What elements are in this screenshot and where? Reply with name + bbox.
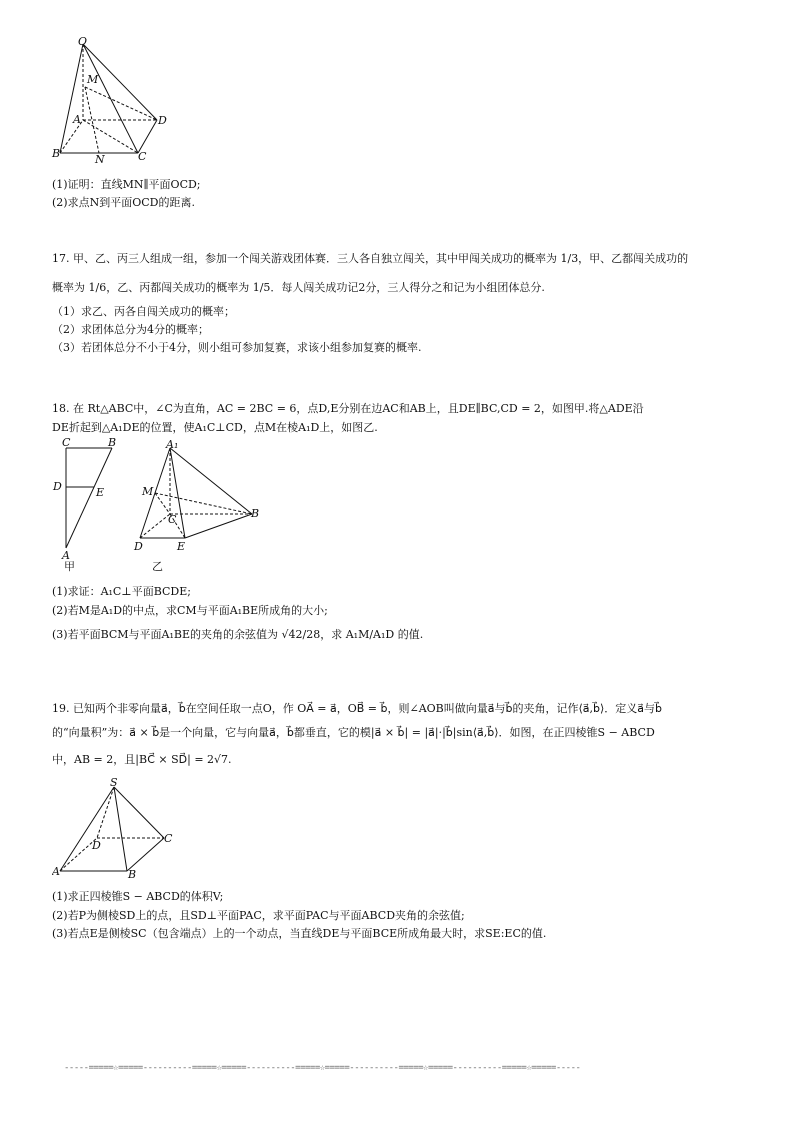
q19-stem-line-2: 的“向量积”为：a⃗ × b⃗是一个向量，它与向量a⃗，b⃗都垂直，它的模|a⃗ × b⃗| = |a⃗|·|b⃗|sin⟨a⃗,b⃗⟩．如图，在正四棱锥S − ABCD	[52, 726, 655, 739]
q17-item-1: （1）求乙、丙各自闯关成功的概率；	[52, 305, 235, 318]
q17-stem-line-1: 17. 甲、乙、丙三人组成一组，参加一个闯关游戏团体赛．三人各自独立闯关，其中甲闯关成功的概率为 1/3，甲、乙都闯关成功的	[52, 252, 689, 265]
label-M: M	[142, 485, 154, 498]
figure-q18-yi	[130, 438, 265, 573]
q19-stem-line-3: 中，AB = 2，且|BC⃗ × SD⃗| = 2√7.	[52, 753, 232, 766]
q16-item-1: (1)证明：直线MN∥平面OCD;	[52, 178, 201, 191]
caption-jia: 甲	[64, 560, 75, 573]
label-D: D	[158, 114, 167, 127]
q18-stem-line-2: DE折起到△A₁DE的位置，使A₁C⊥CD，点M在棱A₁D上，如图乙.	[52, 421, 378, 434]
figure-q19	[52, 775, 182, 880]
label-A1: A₁	[166, 438, 179, 451]
q16-item-2: (2)求点N到平面OCD的距离.	[52, 196, 195, 209]
label-A: A	[62, 549, 70, 562]
q19-item-3: (3)若点E是侧棱SC（包含端点）上的一个动点，当直线DE与平面BCE所成角最大时，求SE:EC的值.	[52, 927, 547, 940]
label-B: B	[251, 507, 260, 520]
q19-stem-line-1: 19. 已知两个非零向量a⃗，b⃗在空间任取一点O，作 OA⃗ = a⃗，OB⃗ = b⃗，则∠AOB叫做向量a⃗与b⃗的夹角，记作⟨a⃗,b⃗⟩．定义a⃗与b⃗	[52, 702, 662, 715]
label-S: S	[110, 776, 118, 789]
label-C: C	[164, 832, 173, 845]
q17-item-3: （3）若团体总分不小于4分，则小组可参加复赛，求该小组参加复赛的概率.	[52, 341, 422, 354]
q19-item-1: (1)求正四棱锥S − ABCD的体积V;	[52, 890, 224, 903]
figure-q18-jia	[52, 438, 127, 573]
label-B: B	[52, 147, 61, 160]
label-B: B	[108, 438, 117, 449]
label-C: C	[62, 438, 71, 449]
label-N: N	[95, 153, 105, 165]
q18-item-2: (2)若M是A₁D的中点，求CM与平面A₁BE所成角的大小;	[52, 604, 328, 617]
label-M: M	[87, 73, 99, 86]
q19-item-2: (2)若P为侧棱SD上的点，且SD⊥平面PAC，求平面PAC与平面ABCD夹角的余弦值;	[52, 909, 465, 922]
q17-item-2: （2）求团体总分为4分的概率；	[52, 323, 209, 336]
label-D: D	[92, 839, 101, 852]
label-A: A	[73, 113, 81, 126]
q18-item-1: (1)求证：A₁C⊥平面BCDE;	[52, 585, 191, 598]
label-A: A	[52, 865, 60, 878]
label-O: O	[78, 35, 88, 48]
label-E: E	[177, 540, 186, 553]
figure-q16	[50, 35, 180, 165]
label-C: C	[138, 150, 147, 163]
footer-divider: -----=====☆=====----------=====☆=====----------=====☆=====----------=====☆=====----------=====☆=====-----	[64, 1063, 581, 1073]
label-C: C	[168, 513, 177, 526]
label-E: E	[96, 486, 105, 499]
q18-stem-line-1: 18. 在 Rt△ABC中，∠C为直角，AC = 2BC = 6，点D,E分别在边AC和AB上，且DE∥BC,CD = 2，如图甲.将△ADE沿	[52, 402, 644, 415]
label-D: D	[134, 540, 143, 553]
q17-stem-line-2: 概率为 1/6，乙、丙都闯关成功的概率为 1/5．每人闯关成功记2分，三人得分之和记为小组团体总分.	[52, 281, 545, 294]
label-D: D	[53, 480, 62, 493]
q18-item-3: (3)若平面BCM与平面A₁BE的夹角的余弦值为 √42/28，求 A₁M/A₁D 的值.	[52, 628, 424, 641]
caption-yi: 乙	[152, 560, 163, 573]
label-B: B	[128, 868, 137, 880]
